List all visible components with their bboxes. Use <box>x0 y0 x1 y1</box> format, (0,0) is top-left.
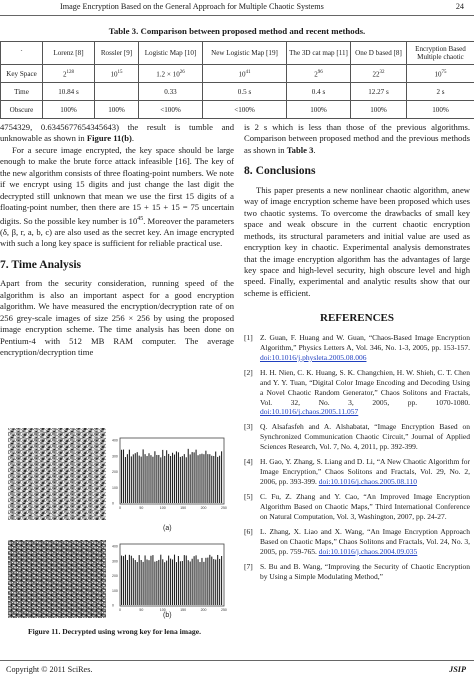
histogram-bar <box>148 560 149 605</box>
histogram-bar <box>154 562 155 605</box>
histogram-bar <box>164 456 165 503</box>
histogram-bar <box>133 454 134 503</box>
histogram-bar <box>188 449 189 503</box>
histogram-bar <box>205 451 206 503</box>
right-column <box>244 122 470 587</box>
table-cell: 100% <box>287 101 351 119</box>
reference-number: [5] <box>244 492 253 502</box>
histogram-bar <box>129 555 130 605</box>
references-title: REFERENCES <box>320 312 394 325</box>
table-header-cell: Encryption Based Multiple chaotic <box>407 42 474 65</box>
reference-item <box>244 527 470 557</box>
histogram-bar <box>152 457 153 503</box>
table-header-cell: The 3D cat map [11] <box>287 42 351 65</box>
table-header-cell: New Logistic Map [19] <box>203 42 287 65</box>
histogram-bar <box>180 561 181 605</box>
figure-label-b: (b) <box>163 612 172 619</box>
histogram-bar <box>125 457 126 503</box>
histogram-bar <box>141 457 142 503</box>
histogram-bar <box>188 560 189 605</box>
histogram-bar <box>168 454 169 503</box>
histogram-bar <box>158 455 159 503</box>
histogram-tick-label: 250 <box>221 506 227 510</box>
histogram-bar <box>207 454 208 503</box>
histogram-bar <box>174 455 175 503</box>
table-cell: 100% <box>43 101 95 119</box>
histogram-bar <box>219 456 220 503</box>
histogram-bar <box>209 454 210 503</box>
figure-11 <box>8 424 230 634</box>
histogram-bar <box>127 454 128 503</box>
doi-link[interactable]: doi:10.1016/j.chaos.2005.11.057 <box>260 407 359 417</box>
table-cell: 100% <box>351 101 407 119</box>
histogram-bar <box>137 452 138 503</box>
paragraph: This paper presents a new nonlinear chaotic algorithm, anew way of image encryption scheme have been proposed which uses two chaotic systems. To overcome the drawbacks of small key space and weak obscure in the current chaotic encryption methods, its structural parameters and initial value are used as encryption key in chaotic. Experimental analysis demonstrates that the image encryption algorithm has the advantages of large key space and high-level security, high obscure level and high speed. Finally, experimental and analytic results show that our scheme is efficient. <box>244 184 470 298</box>
histogram-bar <box>133 558 134 605</box>
footer-journal: JSIP <box>449 665 466 674</box>
histogram-bar <box>154 451 155 503</box>
histogram-bar <box>192 452 193 503</box>
histogram-b <box>112 544 227 612</box>
table-cell: 0.33 <box>139 83 203 101</box>
table-header-cell: Rossler [9] <box>95 42 139 65</box>
running-title: Image Encryption Based on the General Approach for Multiple Chaotic Systems <box>60 2 324 11</box>
table-cell: $10^{75}$ <box>407 65 474 83</box>
histogram-tick-label: 0 <box>112 501 114 506</box>
histogram-bar <box>127 560 128 605</box>
footer-rule <box>0 660 474 661</box>
table-cell: 2 s <box>407 83 474 101</box>
reference-item <box>244 333 470 363</box>
histogram-tick-label: 200 <box>200 506 207 510</box>
histogram-bar <box>178 556 179 605</box>
table-row-label: Obscure <box>1 101 43 119</box>
reference-item <box>244 368 470 418</box>
histogram-a <box>112 438 227 510</box>
reference-number: [4] <box>244 457 253 467</box>
reference-text: Q. Alsafasfeh and A. Alshabatat, “Image Encryption Based on Synchronized Communication Chaotic Circuit,” Journal of Applied Sciences Research, Vol. 7, No. 4, 2011, pp. 392-399. <box>260 422 470 452</box>
table-row-label: Key Space <box>1 65 43 83</box>
histogram-tick-label: 300 <box>112 559 118 564</box>
reference-item <box>244 562 470 582</box>
histogram-bar <box>211 456 212 503</box>
table-cell <box>95 83 139 101</box>
reference-item <box>244 422 470 452</box>
histogram-bar <box>129 450 130 503</box>
table-cell: 100% <box>95 101 139 119</box>
histogram-tick-label: 50 <box>139 506 144 510</box>
figure-label-a: (a) <box>163 525 172 532</box>
histogram-bar <box>162 559 163 605</box>
histogram-tick-label: 100 <box>112 588 118 593</box>
histogram-bar <box>139 456 140 503</box>
histogram-bar <box>198 455 199 503</box>
histogram-bar <box>147 456 148 503</box>
reference-text: H. H. Nien, C. K. Huang, S. K. Changchien, H. W. Shieh, C. T. Chen and Y. Y. Tuan, “Digital Color Image Encoding and Decoding Using a Novel Chaotic Random Generator,” Chaos Solitons and Fractals, Vol. 32, No. 3, 2005, pp. 1070-1080. <box>260 367 470 407</box>
reference-number: [6] <box>244 527 253 536</box>
histogram-tick-label: 400 <box>112 438 118 443</box>
paragraph: For a secure image encrypted, the key space should be large enough to make the brute force attack infeasible [16]. The key of the new algorithm consists of three floating-point numbers. We note if we encrypt using 15 digits and just change the last digit the decrypted still unknown that mean we use the first 15 digits of a floating-point number, then there are 15 + 15 + 15 = 75 uncertain digits. So the possible key number is $10^{45}$. Moreover the parameters (δ, β, r, a, b, c) are also used as the secret key. An image encrypted with such a long key space is sufficient for reliable practical use. <box>0 144 234 249</box>
histogram-bar <box>217 457 218 503</box>
reference-number: [1] <box>244 332 253 342</box>
histogram-bar <box>131 456 132 503</box>
histogram-bar <box>209 555 210 605</box>
histogram-bar <box>141 560 142 605</box>
histogram-bar <box>145 555 146 605</box>
histogram-bar <box>201 454 202 503</box>
reference-text: L. Zhang, X. Liao and X. Wang, “An Image Encryption Approach Based on Chaotic Maps,” Chaos Solitons and Fractals, Vol. 24, No. 3, 2005, pp. 759-765. <box>260 527 470 556</box>
histogram-tick-label: 50 <box>139 608 144 612</box>
figure-caption: Figure 11. Decrypted using wrong key for lena image. <box>28 627 201 636</box>
histogram-bar <box>135 453 136 503</box>
histogram-tick-label: 0 <box>119 608 121 612</box>
table-row <box>1 65 474 83</box>
reference-text: Z. Guan, F. Huang and W. Guan, “Chaos-Based Image Encryption Algorithm,” Physics Letters A, Vol. 346, No. 1-3, 2005, pp. 153-157. <box>260 332 470 352</box>
reference-number: [7] <box>244 561 253 571</box>
histogram-bar <box>174 555 175 605</box>
histogram-bar <box>176 562 177 605</box>
histogram-tick-label: 0 <box>119 506 121 510</box>
histogram-bar <box>160 555 161 605</box>
table-cell: $10^{15}$ <box>95 65 139 83</box>
histogram-tick-label: 300 <box>112 454 118 459</box>
histogram-bar <box>150 455 151 503</box>
histogram-bar <box>186 556 187 605</box>
histogram-bar <box>196 555 197 605</box>
histogram-bar <box>172 559 173 605</box>
histogram-bar <box>219 559 220 605</box>
page-number: 24 <box>455 2 464 11</box>
decrypted-image-b <box>8 540 106 618</box>
histogram-bar <box>190 562 191 605</box>
histogram-bar <box>192 559 193 605</box>
figure-graphic <box>8 424 230 620</box>
reference-text: C. Fu, Z. Zhang and Y. Cao, “An Improved Image Encryption Algorithm Based on Chaotic Maps,” Third International Conference on Natural Computation, Vol. 3, Washington, 2007, pp. 24-27. <box>260 492 470 522</box>
histogram-tick-label: 150 <box>180 506 187 510</box>
histogram-bar <box>211 557 212 605</box>
table-cell: <100% <box>203 101 287 119</box>
histogram-bar <box>121 556 122 605</box>
reference-number: [3] <box>244 422 253 432</box>
histogram-bar <box>152 555 153 605</box>
table-header-cell: Logistic Map [10] <box>139 42 203 65</box>
histogram-tick-label: 250 <box>221 608 227 612</box>
histogram-bar <box>162 450 163 503</box>
histogram-tick-label: 0 <box>112 603 114 608</box>
histogram-bar <box>143 449 144 503</box>
histogram-tick-label: 150 <box>180 608 187 612</box>
histogram-bar <box>213 559 214 605</box>
footer-copyright: Copyright © 2011 SciRes. <box>6 665 93 674</box>
histogram-bar <box>170 559 171 605</box>
reference-item <box>244 457 470 487</box>
histogram-bar <box>160 457 161 503</box>
histogram-bar <box>199 562 200 605</box>
table-cell: 100% <box>407 101 474 119</box>
histogram-bar <box>150 556 151 605</box>
table-cell: <100% <box>139 101 203 119</box>
histogram-bar <box>121 450 122 503</box>
reference-text: H. Gao, Y. Zhang, S. Liang and D. Li, “A New Chaotic Algorithm for Image Encryption,” Chaos Solitons and Fractals, Vol. 29, No. 2, 2006, pp. 393-399. <box>260 457 470 487</box>
histogram-bar <box>198 559 199 605</box>
histogram-bar <box>164 562 165 605</box>
doi-link[interactable]: doi:10.1016/j.chaos.2005.08.110 <box>318 477 418 487</box>
paragraph: is 2 s which is less than those of the previous algorithms. Comparison between proposed method and the previous methods as shown in Table 3. <box>244 122 470 155</box>
histogram-bar <box>125 555 126 605</box>
histogram-bar <box>190 454 191 503</box>
table-header-cell: Lorenz [8] <box>43 42 95 65</box>
histogram-bar <box>166 450 167 503</box>
table-caption: Table 3. Comparison between proposed method and recent methods. <box>108 26 366 36</box>
histogram-tick-label: 200 <box>112 574 118 578</box>
doi-link[interactable]: doi:10.1016/j.physleta.2005.08.006 <box>260 352 367 362</box>
histogram-bar <box>147 559 148 605</box>
table-row <box>1 83 474 101</box>
histogram-tick-label: 100 <box>112 485 118 490</box>
histogram-bar <box>221 451 222 503</box>
histogram-bar <box>184 555 185 605</box>
histogram-bar <box>123 450 124 503</box>
histogram-tick-label: 400 <box>112 544 118 549</box>
table-row-label: Time <box>1 83 43 101</box>
histogram-bar <box>123 556 124 605</box>
histogram-tick-label: 200 <box>112 470 118 474</box>
doi-link[interactable]: doi:10.1016/j.chaos.2004.09.035 <box>318 546 418 556</box>
histogram-bar <box>143 562 144 605</box>
histogram-bar <box>131 556 132 605</box>
histogram-bar <box>194 452 195 503</box>
histogram-bar <box>213 456 214 503</box>
histogram-bar <box>196 450 197 503</box>
histogram-bar <box>203 454 204 503</box>
histogram-bar <box>135 560 136 605</box>
section-heading-conclusions: 8. Conclusions <box>244 164 316 178</box>
histogram-bar <box>182 561 183 605</box>
histogram-bar <box>182 456 183 503</box>
table-header-row <box>1 42 474 65</box>
histogram-bar <box>199 454 200 503</box>
histogram-bar <box>184 454 185 503</box>
left-column <box>0 122 234 358</box>
reference-number: [2] <box>244 367 253 377</box>
section-heading-time-analysis: 7. Time Analysis <box>0 257 82 271</box>
histogram-bar <box>186 457 187 503</box>
histogram-bar <box>176 451 177 503</box>
reference-text: S. Bu and B. Wang, “Improving the Security of Chaotic Encryption by Using a Simple Modulating Method,” <box>260 561 470 581</box>
table-cell: 10.84 s <box>43 83 95 101</box>
histogram-bar <box>137 562 138 605</box>
table-cell: $22^{32}$ <box>351 65 407 83</box>
paragraph: 4754329, 0.6345677654345643) the result is tumble and unknowable as shown in Figure 11(b). <box>0 122 234 144</box>
histogram-bar <box>156 455 157 503</box>
header-rule <box>0 15 474 16</box>
decrypted-image-a <box>8 428 106 520</box>
comparison-table <box>0 41 474 119</box>
histogram-bar <box>207 558 208 605</box>
histogram-bar <box>180 457 181 503</box>
histogram-bar <box>205 558 206 605</box>
histogram-bar <box>203 562 204 605</box>
histogram-tick-label: 200 <box>200 608 207 612</box>
table-row <box>1 101 474 119</box>
histogram-tick-label: 100 <box>159 608 166 612</box>
histogram-bar <box>215 452 216 503</box>
histogram-bar <box>194 556 195 605</box>
table-cell: 0.4 s <box>287 83 351 101</box>
histogram-bar <box>221 556 222 605</box>
histogram-bar <box>148 453 149 503</box>
histogram-bar <box>158 560 159 605</box>
histogram-bar <box>217 555 218 605</box>
histogram-bar <box>145 454 146 503</box>
histogram-bar <box>139 555 140 605</box>
histogram-bar <box>168 556 169 605</box>
histogram-bar <box>172 453 173 503</box>
paragraph: Apart from the security consideration, running speed of the algorithm is also an important aspect for a good encryption algorithm. We have measured the encryption/decryption rate of on 256 grey-scale images of size 256 × 256 by using the proposed image encryption scheme. The time analysis has been done on Pentium-4 with 512 MB RAM computer. The average encryption/decryption time <box>0 278 234 358</box>
table-header-cell: One D based [8] <box>351 42 407 65</box>
table-corner: ` <box>1 42 43 65</box>
histogram-bar <box>201 558 202 605</box>
table-cell: $10^{41}$ <box>203 65 287 83</box>
histogram-bar <box>215 560 216 605</box>
reference-item <box>244 492 470 522</box>
histogram-bar <box>156 561 157 605</box>
table-cell: $1.2 \times 10^{26}$ <box>139 65 203 83</box>
histogram-bar <box>178 452 179 503</box>
histogram-bar <box>170 456 171 503</box>
table-cell: 12.27 s <box>351 83 407 101</box>
table-cell: $2^{96}$ <box>287 65 351 83</box>
table-cell: $2^{128}$ <box>43 65 95 83</box>
reference-list <box>244 333 470 582</box>
table-cell: 0.5 s <box>203 83 287 101</box>
histogram-tick-label: 100 <box>159 506 166 510</box>
histogram-bar <box>166 561 167 605</box>
